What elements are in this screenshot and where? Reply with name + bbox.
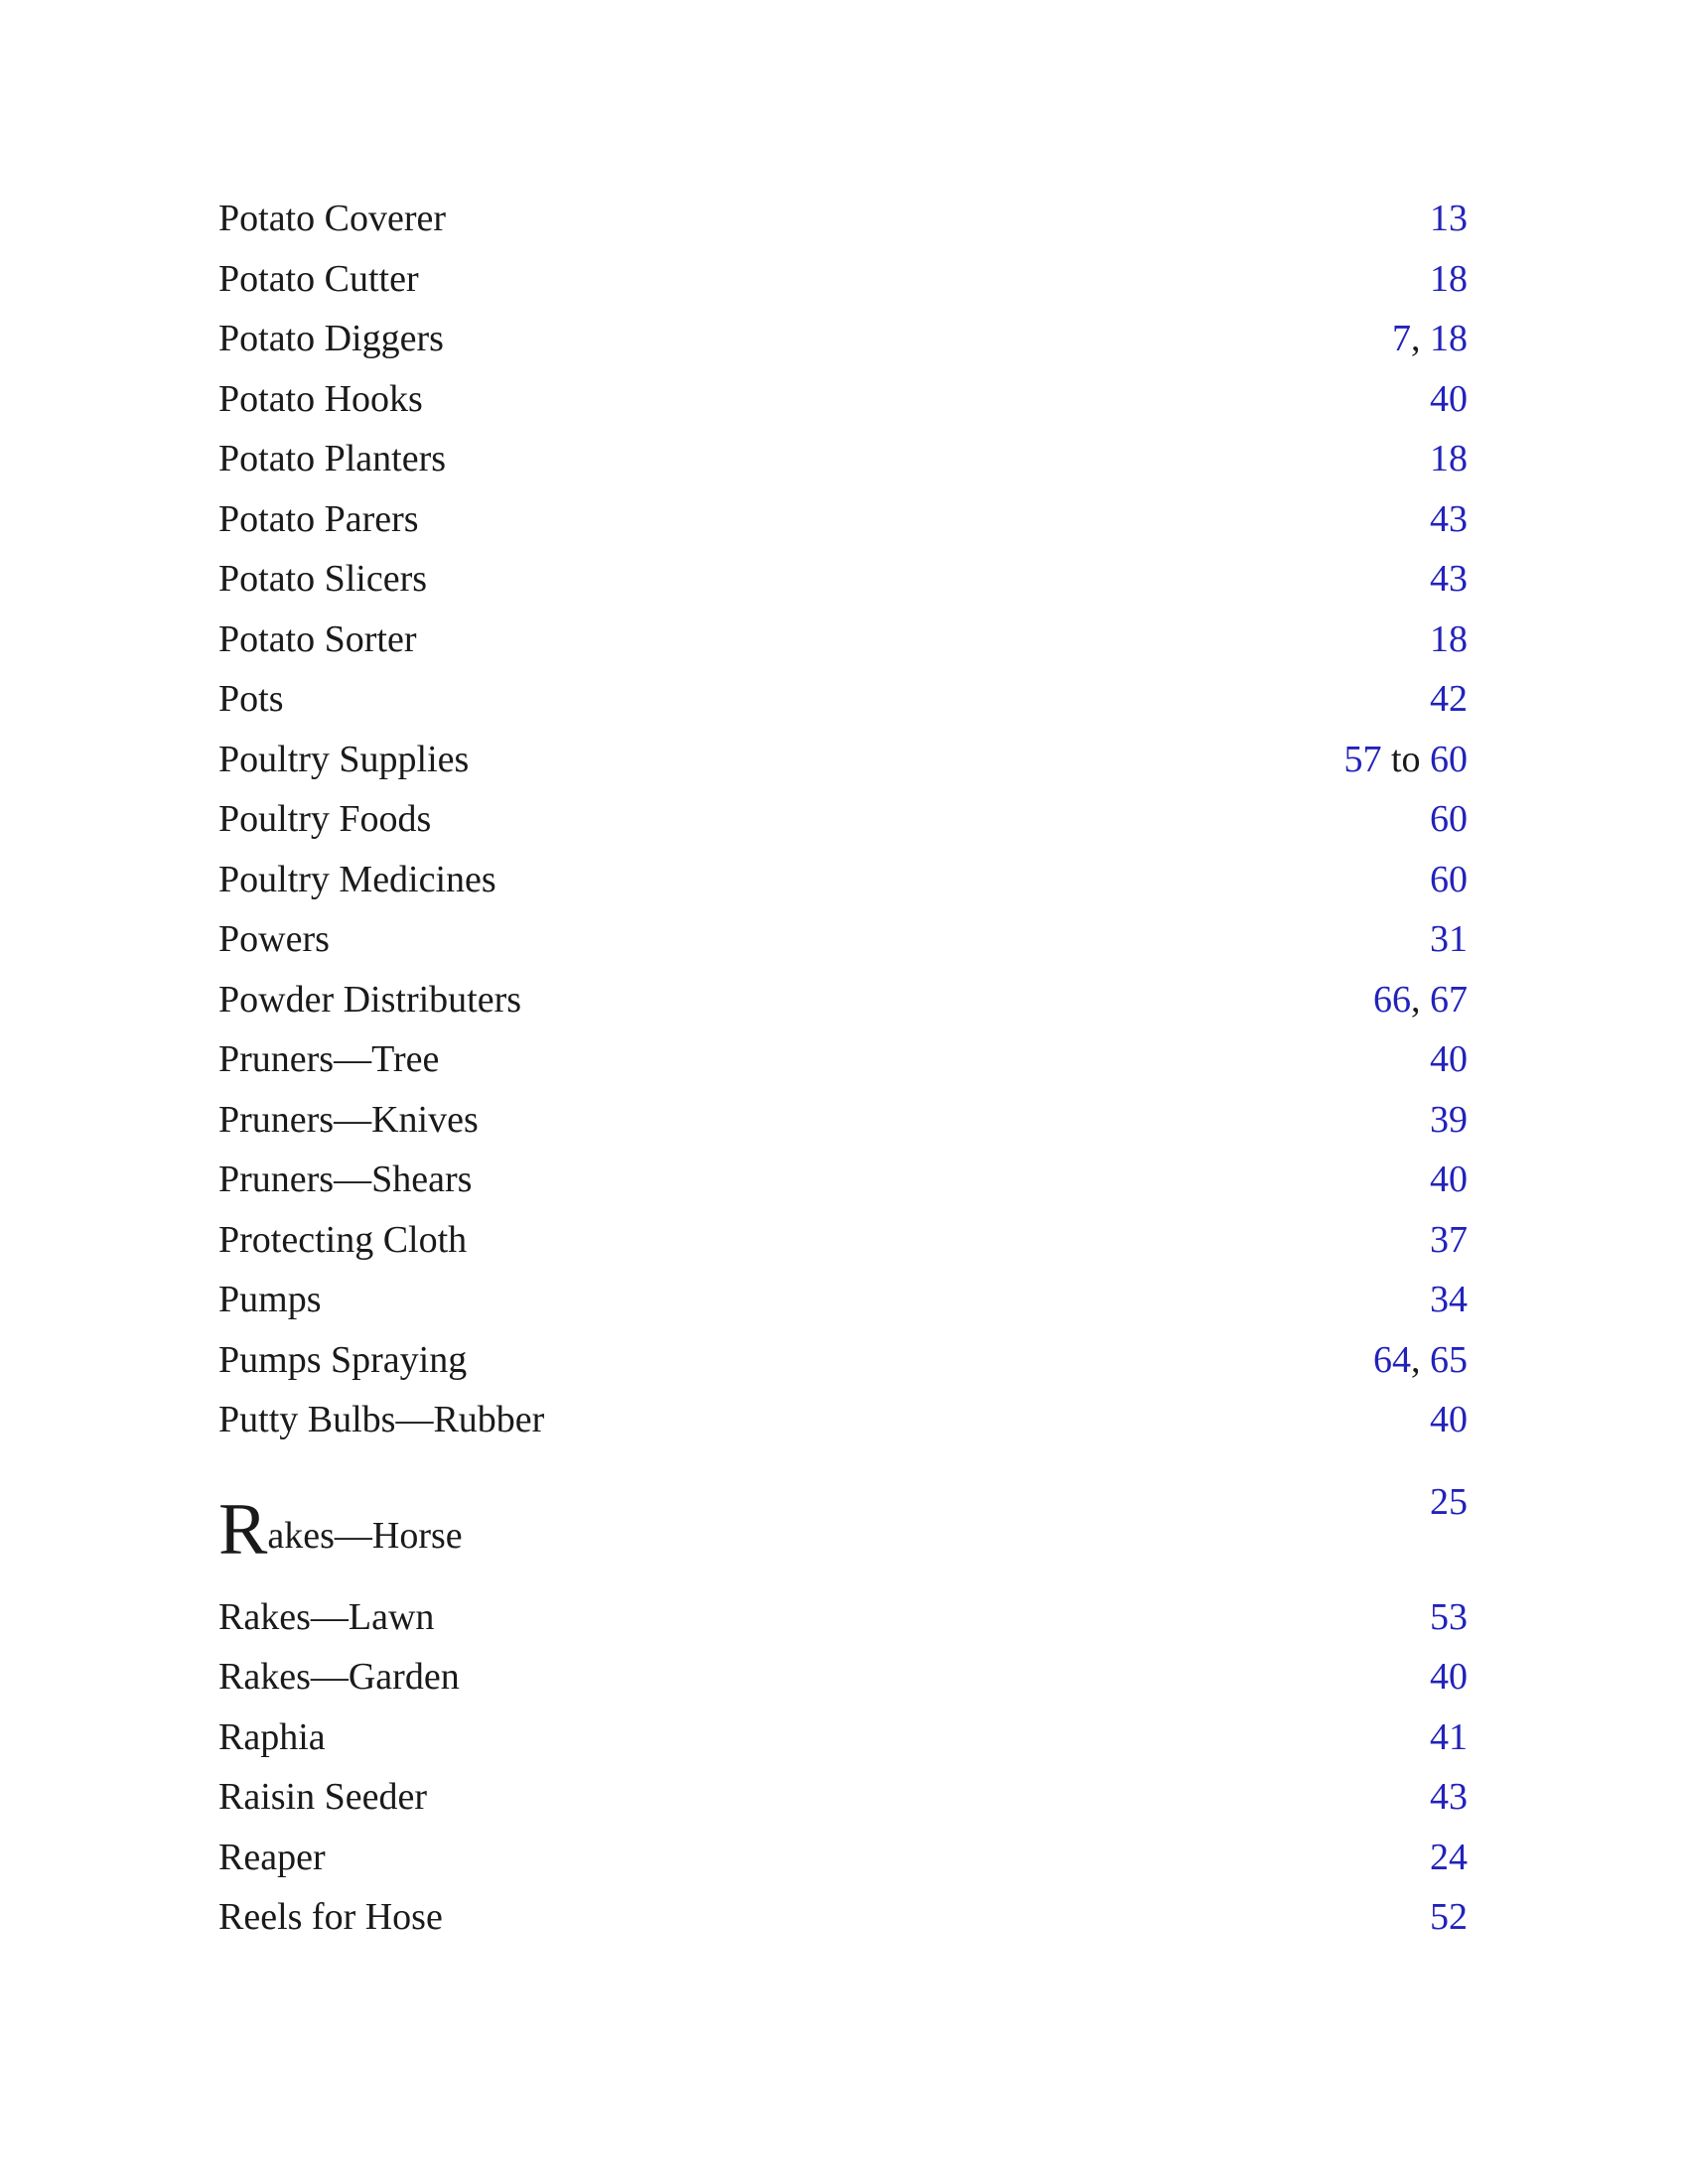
entry-page-refs <box>1430 1278 1468 1321</box>
index-entry <box>218 738 1468 798</box>
page-range-separator: , <box>1411 978 1430 1021</box>
page-number-link[interactable]: 40 <box>1430 1399 1468 1440</box>
entry-page-refs <box>1430 617 1468 661</box>
index-entry <box>218 1836 1468 1896</box>
page-number-link[interactable]: 60 <box>1430 738 1468 780</box>
index-entry <box>218 1595 1468 1656</box>
entry-label: Poultry Foods <box>218 798 432 840</box>
entry-label: Potato Cutter <box>218 257 419 300</box>
index-entry <box>218 1338 1468 1399</box>
index-entry <box>218 978 1468 1038</box>
entry-page-refs <box>1430 1037 1468 1081</box>
page-number-link[interactable]: 37 <box>1430 1218 1468 1261</box>
index-entry <box>218 1218 1468 1279</box>
index-page <box>218 197 1468 1956</box>
index-entry <box>218 797 1468 858</box>
page-number-link[interactable]: 7 <box>1392 318 1411 359</box>
entry-page-refs <box>1430 557 1468 601</box>
index-entry <box>218 858 1468 918</box>
page-number-link[interactable]: 18 <box>1430 617 1468 660</box>
entry-page-refs <box>1430 1895 1468 1939</box>
page-number-link[interactable]: 53 <box>1430 1595 1468 1638</box>
entry-page-refs <box>1430 1398 1468 1441</box>
entry-label: Poultry Supplies <box>218 738 470 780</box>
index-entry <box>218 1655 1468 1715</box>
page-number-link[interactable]: 24 <box>1430 1836 1468 1878</box>
entry-page-refs <box>1430 677 1468 721</box>
entry-page-refs <box>1343 738 1468 781</box>
page-number-link[interactable]: 52 <box>1430 1896 1468 1938</box>
page-number-link[interactable]: 43 <box>1430 558 1468 600</box>
page-number-link[interactable]: 18 <box>1430 318 1468 359</box>
index-entry <box>218 197 1468 257</box>
entry-page-refs <box>1373 978 1468 1022</box>
entry-label <box>218 1480 463 1570</box>
index-entry <box>218 1098 1468 1159</box>
page-number-link[interactable]: 65 <box>1430 1338 1468 1381</box>
entry-label: Protecting Cloth <box>218 1218 468 1261</box>
index-entry <box>218 317 1468 377</box>
entry-page-refs <box>1430 197 1468 240</box>
entry-label: Pruners—Tree <box>218 1038 440 1080</box>
page-number-link[interactable]: 41 <box>1430 1715 1468 1758</box>
entry-label: Poultry Medicines <box>218 858 496 900</box>
entry-label: Putty Bulbs—Rubber <box>218 1399 545 1440</box>
index-entry <box>218 1715 1468 1776</box>
entry-label: Potato Hooks <box>218 377 423 420</box>
entry-page-refs <box>1430 917 1468 961</box>
entry-label: Powder Distributers <box>218 978 522 1021</box>
index-entry <box>218 257 1468 318</box>
index-entry <box>218 1037 1468 1098</box>
entry-label-text: akes—Horse <box>267 1514 463 1557</box>
page-number-link[interactable]: 42 <box>1430 678 1468 720</box>
entry-page-refs <box>1430 797 1468 841</box>
entry-label: Pumps <box>218 1279 322 1320</box>
index-entry-list <box>218 197 1468 1956</box>
entry-label: Reels for Hose <box>218 1896 443 1938</box>
entry-label: Raphia <box>218 1715 326 1758</box>
page-range-separator: , <box>1411 318 1430 359</box>
entry-page-refs <box>1430 377 1468 421</box>
page-number-link[interactable]: 18 <box>1430 257 1468 300</box>
entry-label: Pruners—Knives <box>218 1098 479 1141</box>
page-range-separator: to <box>1381 738 1430 780</box>
page-number-link[interactable]: 34 <box>1430 1279 1468 1320</box>
entry-label: Potato Parers <box>218 497 419 540</box>
index-entry <box>218 1278 1468 1338</box>
page-number-link[interactable]: 43 <box>1430 497 1468 540</box>
entry-page-refs <box>1430 497 1468 541</box>
entry-page-refs <box>1430 257 1468 301</box>
page-number-link[interactable]: 40 <box>1430 1038 1468 1080</box>
entry-page-refs <box>1430 1775 1468 1819</box>
page-number-link[interactable]: 43 <box>1430 1776 1468 1818</box>
index-entry <box>218 677 1468 738</box>
entry-page-refs <box>1430 1655 1468 1699</box>
entry-label: Reaper <box>218 1836 326 1878</box>
entry-label: Raisin Seeder <box>218 1776 428 1818</box>
entry-page-refs <box>1430 858 1468 901</box>
page-number-link[interactable]: 18 <box>1430 438 1468 479</box>
entry-page-refs <box>1430 1158 1468 1201</box>
page-number-link[interactable]: 39 <box>1430 1098 1468 1141</box>
index-entry <box>218 1895 1468 1956</box>
entry-label: Pumps Spraying <box>218 1338 468 1381</box>
entry-page-refs <box>1430 1715 1468 1759</box>
entry-label: Potato Slicers <box>218 558 428 600</box>
entry-label: Potato Coverer <box>218 198 447 239</box>
entry-page-refs <box>1430 1595 1468 1639</box>
page-number-link[interactable]: 60 <box>1430 858 1468 900</box>
drop-cap-letter: R <box>218 1488 268 1570</box>
page-range-separator: , <box>1411 1338 1430 1381</box>
entry-page-refs <box>1373 1338 1468 1382</box>
entry-page-refs <box>1430 1836 1468 1879</box>
entry-label: Potato Diggers <box>218 318 444 359</box>
page-number-link[interactable]: 64 <box>1373 1338 1411 1381</box>
index-entry <box>218 437 1468 497</box>
index-entry <box>218 377 1468 438</box>
entry-label: Pots <box>218 678 284 720</box>
entry-label: Rakes—Lawn <box>218 1595 435 1638</box>
entry-page-refs <box>1430 437 1468 480</box>
page-number-link[interactable]: 67 <box>1430 978 1468 1021</box>
index-entry <box>218 1158 1468 1218</box>
index-entry <box>218 497 1468 558</box>
entry-label: Powers <box>218 918 330 960</box>
entry-page-refs <box>1430 1480 1468 1524</box>
entry-label: Potato Sorter <box>218 617 417 660</box>
page-number-link[interactable]: 57 <box>1343 738 1382 780</box>
page-number-link[interactable]: 31 <box>1430 918 1468 960</box>
index-entry <box>218 1398 1468 1458</box>
page-number-link[interactable]: 66 <box>1373 978 1411 1021</box>
page-number-link[interactable]: 40 <box>1430 1159 1468 1200</box>
entry-page-refs <box>1430 1098 1468 1142</box>
entry-label: Pruners—Shears <box>218 1159 473 1200</box>
index-entry <box>218 617 1468 678</box>
page-number-link[interactable]: 25 <box>1430 1480 1468 1523</box>
page-number-link[interactable]: 13 <box>1430 198 1468 239</box>
index-entry <box>218 1480 1468 1595</box>
page-number-link[interactable]: 40 <box>1430 377 1468 420</box>
entry-page-refs <box>1392 317 1468 360</box>
entry-page-refs <box>1430 1218 1468 1262</box>
index-entry <box>218 557 1468 617</box>
page-number-link[interactable]: 40 <box>1430 1656 1468 1698</box>
page-number-link[interactable]: 60 <box>1430 798 1468 840</box>
entry-label: Rakes—Garden <box>218 1656 460 1698</box>
entry-label: Potato Planters <box>218 438 447 479</box>
index-entry <box>218 1775 1468 1836</box>
index-entry <box>218 917 1468 978</box>
